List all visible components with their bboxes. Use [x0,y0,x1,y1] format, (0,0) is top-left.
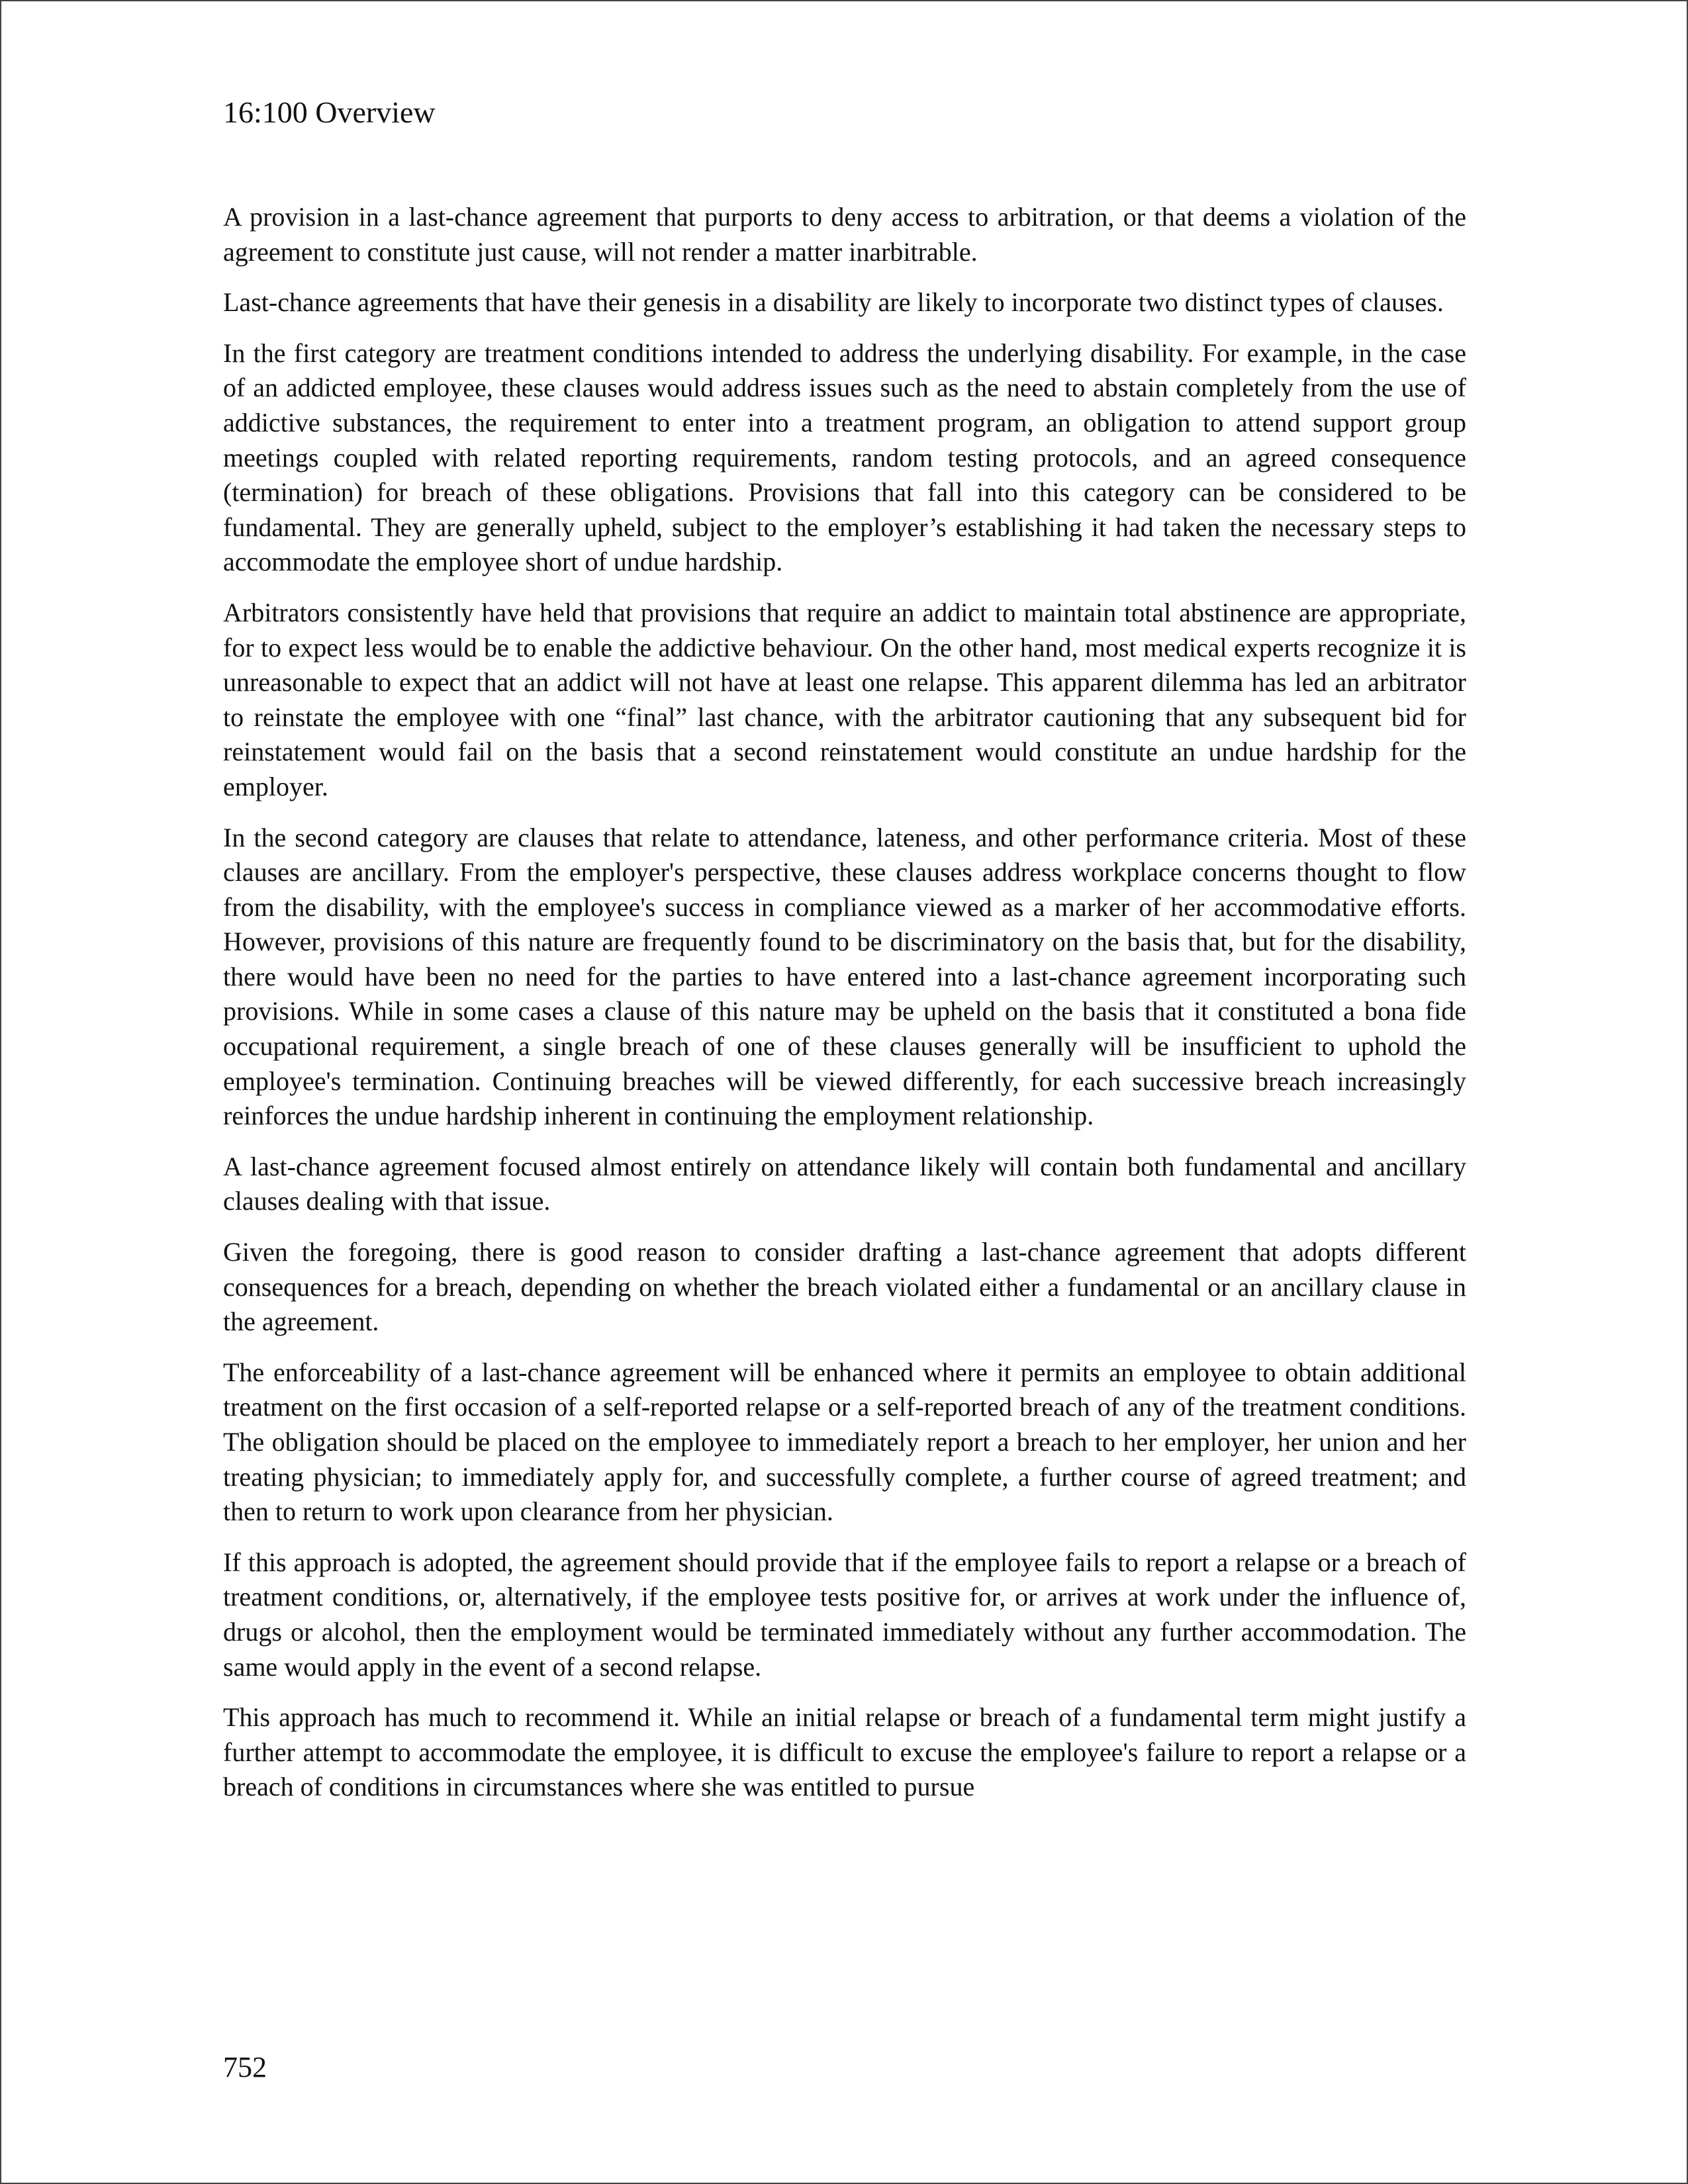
paragraph-6: A last-chance agreement focused almost entirely on attendance likely will contain both fundamental and ancillary clauses dealing with that issue. [223,1151,1466,1216]
paragraph-4: Arbitrators consistently have held that provisions that require an addict to maintain total abstinence are appropriate, for to expect less would be to enable the addictive behaviour. On the other hand, most medical experts recognize it is unreasonable to expect that an addict will not have at least one relapse. This apparent dilemma has led an arbitrator to reinstate the employee with one “final” last chance, with the arbitrator cautioning that any subsequent bid for reinstatement would fail on the basis that a second reinstatement would constitute an undue hardship for the employer. [223,597,1466,801]
paragraph-2: Last-chance agreements that have their genesis in a disability are likely to incorporate two distinct types of clauses. [223,287,1444,318]
body-text [223,200,1466,1821]
paragraph-1: A provision in a last-chance agreement that purports to deny access to arbitration, or that deems a violation of the agreement to constitute just cause, will not render a matter inarbitrable. [223,202,1466,267]
paragraph-10: This approach has much to recommend it. While an initial relapse or breach of a fundamental term might justify a further attempt to accommodate the employee, it is difficult to excuse the employee's failure to report a relapse or a breach of conditions in circumstances where she was entitled to pursue [223,1702,1466,1802]
paragraph-7: Given the foregoing, there is good reason to consider drafting a last-chance agreement that adopts different consequences for a breach, depending on whether the breach violated either a fundamental or an ancillary clause in the agreement. [223,1237,1466,1337]
paragraph-5: In the second category are clauses that relate to attendance, lateness, and other performance criteria. Most of these clauses are ancillary. From the employer's perspective, these clauses address workplace concerns thought to flow from the disability, with the employee's success in compliance viewed as a marker of her accommodative efforts. However, provisions of this nature are frequently found to be discriminatory on the basis that, but for the disability, there would have been no need for the parties to have entered into a last-chance agreement incorporating such provisions. While in some cases a clause of this nature may be upheld on the basis that it constituted a bona fide occupational requirement, a single breach of one of these clauses generally will be insufficient to uphold the employee's termination. Continuing breaches will be viewed differently, for each successive breach increasingly reinforces the undue hardship inherent in continuing the employment relationship. [223,822,1466,1131]
page-number: 752 [223,2051,267,2083]
paragraph-9: If this approach is adopted, the agreement should provide that if the employee fails to report a relapse or a breach of treatment conditions, or, alternatively, if the employee tests positive for, or arrives at work under the influence of, drugs or alcohol, then the employment would be terminated immediately without any further accommodation. The same would apply in the event of a second relapse. [223,1547,1466,1682]
section-header: 16:100 Overview [223,95,436,129]
paragraph-3: In the first category are treatment conditions intended to address the underlying disability. For example, in the case of an addicted employee, these clauses would address issues such as the need to abstain completely from the use of addictive substances, the requirement to enter into a treatment program, an obligation to attend support group meetings coupled with related reporting requirements, random testing protocols, and an agreed consequence (termination) for breach of these obligations. Provisions that fall into this category can be considered to be fundamental. They are generally upheld, subject to the employer’s establishing it had taken the necessary steps to accommodate the employee short of undue hardship. [223,338,1466,577]
paragraph-8: The enforceability of a last-chance agreement will be enhanced where it permits an employee to obtain additional treatment on the first occasion of a self-reported relapse or a self-reported breach of any of the treatment conditions. The obligation should be placed on the employee to immediately report a breach to her employer, her union and her treating physician; to immediately apply for, and successfully complete, a further course of agreed treatment; and then to return to work upon clearance from her physician. [223,1357,1466,1527]
